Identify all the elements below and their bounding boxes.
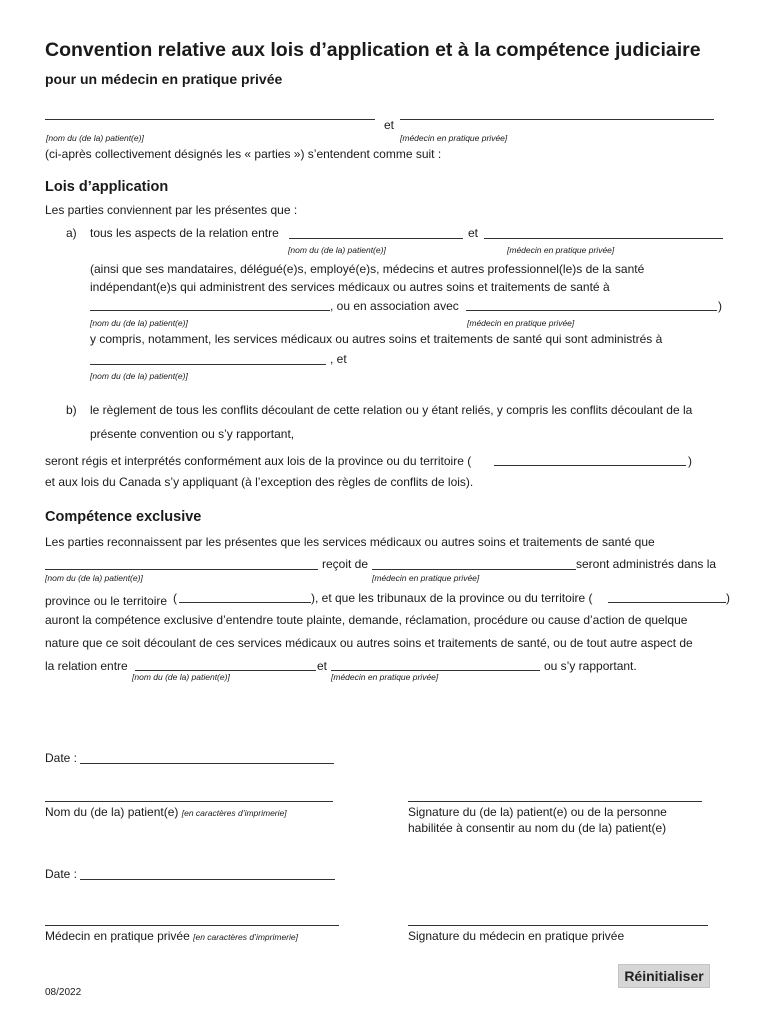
c-medecin-field[interactable] (372, 569, 576, 570)
a-patient-caption: [nom du (de la) patient(e)] (288, 245, 386, 255)
c-tribunaux-close: ) (726, 591, 730, 605)
a-medecin-caption-2: [médecin en pratique privée] (467, 318, 575, 328)
c-et: et (317, 659, 328, 673)
medecin-signature-field[interactable] (408, 925, 708, 926)
medecin-name-label-text: Médecin en pratique privée (45, 929, 190, 943)
parties-et: et (384, 118, 395, 132)
patient-signature-label-2: habilitée à consentir au nom du (de la) patient(e) (408, 821, 667, 835)
medecin-print-caption: [en caractères d’imprimerie] (193, 932, 298, 942)
lois-heading: Lois d’application (45, 179, 169, 195)
medecin-print-name-field[interactable] (45, 925, 339, 926)
medecin-name-label (45, 929, 298, 943)
a-association: , ou en association avec (330, 299, 459, 313)
b-line1: le règlement de tous les conflits découlant de cette relation ou y étant reliés, y compris les conflits découlant de la (90, 403, 693, 417)
date-field-2[interactable] (80, 879, 335, 880)
medecin-signature-label: Signature du médecin en pratique privée (408, 929, 625, 943)
a-line3: indépendant(e)s qui administrent des services médicaux ou autres soins et traitements de santé à (90, 280, 610, 294)
competence-intro: Les parties reconnaissent par les présentes que les services médicaux ou autres soins et traitements de santé que (45, 535, 655, 549)
c-medecin-caption-2: [médecin en pratique privée] (331, 672, 439, 682)
a-medecin-caption: [médecin en pratique privée] (507, 245, 615, 255)
c-relation: la relation entre (45, 659, 128, 673)
c-line3: auront la compétence exclusive d’entendre toute plainte, demande, réclamation, procédure ou cause d’action de quelque (45, 613, 688, 627)
c-patient-caption-2: [nom du (de la) patient(e)] (132, 672, 230, 682)
item-a-text: tous les aspects de la relation entre (90, 226, 279, 240)
reset-button[interactable]: Réinitialiser (618, 964, 710, 988)
a-patient-field[interactable] (289, 238, 463, 239)
patient-caption: [nom du (de la) patient(e)] (46, 133, 144, 143)
a-patient-caption-3: [nom du (de la) patient(e)] (90, 371, 188, 381)
patient-print-caption: [en caractères d’imprimerie] (181, 808, 287, 818)
page-title: Convention relative aux lois d’application et à la compétence judiciaire (45, 39, 701, 61)
c-province-field[interactable] (179, 602, 311, 603)
patient-name-field[interactable] (45, 119, 375, 120)
item-b-marker: b) (66, 403, 77, 417)
b-line2: présente convention ou s’y rapportant, (90, 427, 295, 441)
regis-close: ) (688, 454, 692, 468)
item-a-marker: a) (66, 226, 77, 240)
date-label-2: Date : (45, 867, 78, 881)
c-patient-field[interactable] (45, 569, 318, 570)
c-province-open: ( (173, 591, 177, 605)
patient-name-label (45, 805, 287, 819)
patient-signature-field[interactable] (408, 801, 702, 802)
c-patient-field-2[interactable] (135, 670, 316, 671)
date-field[interactable] (80, 763, 334, 764)
a-et-end: , et (330, 352, 347, 366)
c-patient-caption: [nom du (de la) patient(e)] (45, 573, 143, 583)
footer-date: 08/2022 (45, 987, 82, 998)
c-tribunaux-field[interactable] (608, 602, 726, 603)
regis-text: seront régis et interprétés conformément aux lois de la province ou du territoire ( (45, 454, 472, 468)
c-recoit: reçoit de (322, 557, 369, 571)
province-field[interactable] (494, 465, 686, 466)
parties-intro: (ci-après collectivement désignés les « parties ») s’entendent comme suit : (45, 147, 442, 161)
c-medecin-caption: [médecin en pratique privée] (372, 573, 480, 583)
a-patient-field-3[interactable] (90, 364, 326, 365)
medecin-name-field[interactable] (400, 119, 714, 120)
c-seront: seront administrés dans la (576, 557, 717, 571)
patient-signature-label-1: Signature du (de la) patient(e) ou de la personne (408, 805, 667, 819)
c-province: province ou le territoire (45, 594, 168, 608)
a-close-paren: ) (718, 299, 722, 313)
medecin-caption: [médecin en pratique privée] (400, 133, 508, 143)
patient-print-name-field[interactable] (45, 801, 333, 802)
c-rapportant: ou s’y rapportant. (544, 659, 637, 673)
a-medecin-field-2[interactable] (466, 310, 717, 311)
c-line4: nature que ce soit découlant de ces services médicaux ou autres soins et traitements de santé, ou de tout autre aspect de (45, 636, 693, 650)
item-a-et: et (468, 226, 479, 240)
a-patient-field-2[interactable] (90, 310, 330, 311)
lois-intro: Les parties conviennent par les présentes que : (45, 203, 298, 217)
a-medecin-field[interactable] (484, 238, 723, 239)
a-line5: y compris, notamment, les services médicaux ou autres soins et traitements de santé qui sont administrés à (90, 332, 663, 346)
c-medecin-field-2[interactable] (331, 670, 540, 671)
competence-heading: Compétence exclusive (45, 509, 202, 525)
c-tribunaux: ), et que les tribunaux de la province ou du territoire ( (311, 591, 593, 605)
canada-text: et aux lois du Canada s’y appliquant (à l’exception des règles de conflits de lois). (45, 475, 474, 489)
a-line2: (ainsi que ses mandataires, délégué(e)s, employé(e)s, médecins et autres professionnel(le)s de la santé (90, 262, 645, 276)
page-subtitle: pour un médecin en pratique privée (45, 71, 283, 87)
a-patient-caption-2: [nom du (de la) patient(e)] (90, 318, 188, 328)
patient-name-label-text: Nom du (de la) patient(e) (45, 805, 179, 819)
date-label: Date : (45, 751, 78, 765)
